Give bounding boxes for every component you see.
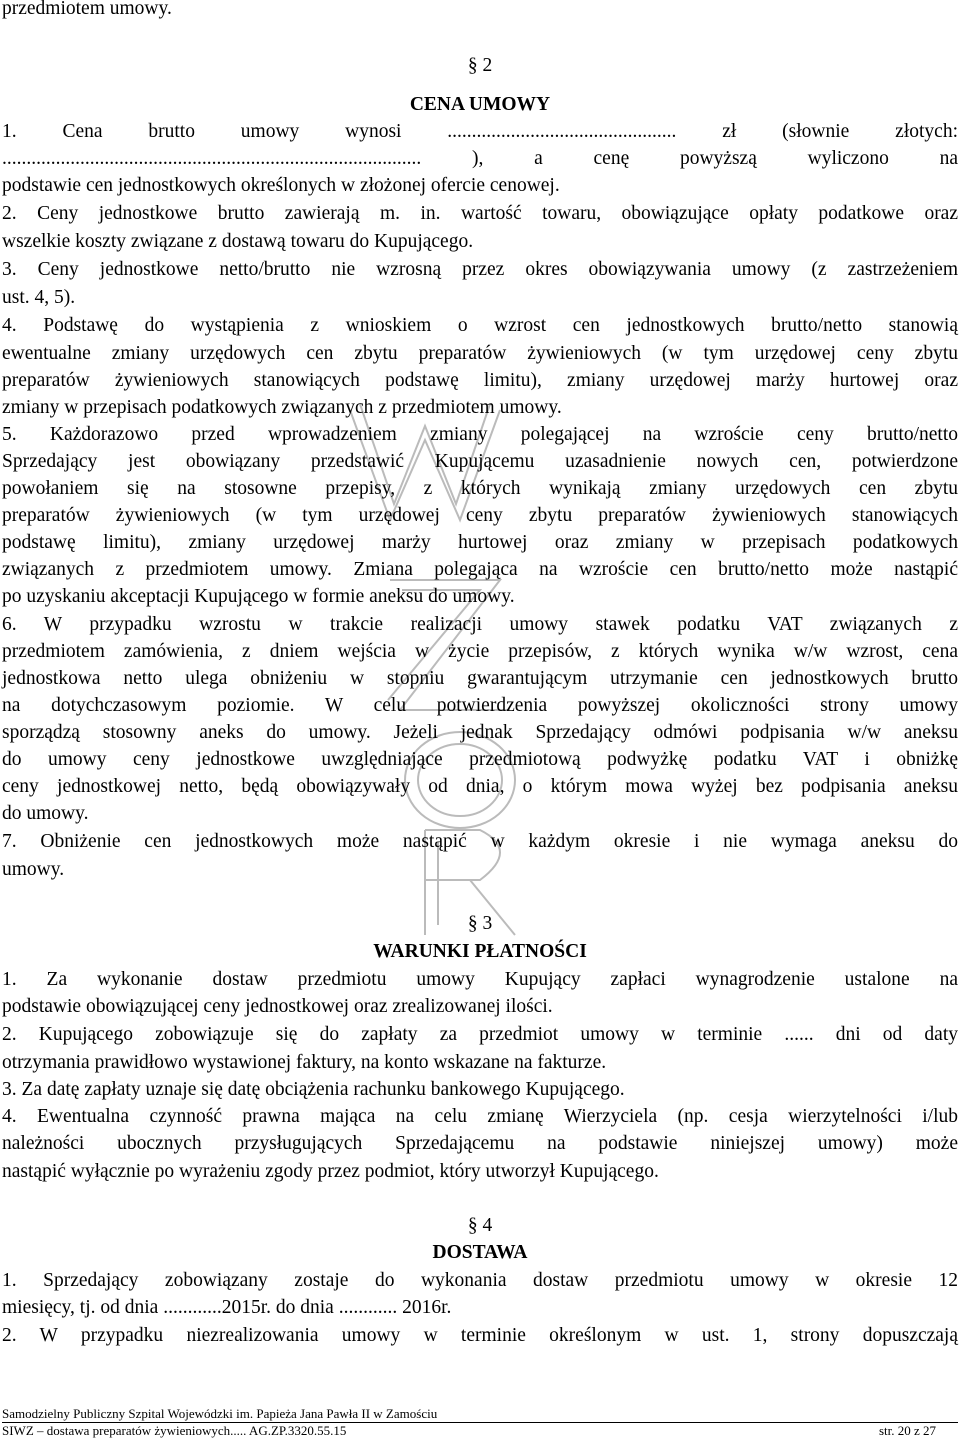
text-line: nastąpić wyłącznie po wyrażeniu zgody przez podmiot, który utworzył Kupującego.: [2, 1161, 659, 1182]
text-line: preparatów żywieniowych (w tym urzędowej ceny zbytu preparatów żywieniowych stanowiących: [2, 505, 958, 526]
text-line: 4. Ewentualna czynność prawna mająca na celu zmianę Wierzyciela (np. cesja wierzytelności i/lub: [2, 1106, 958, 1127]
text-line: 3. Za datę zapłaty uznaje się datę obciążenia rachunku bankowego Kupującego.: [2, 1079, 625, 1100]
text-line: 2. W przypadku niezrealizowania umowy w terminie określonym w ust. 1, strony dopuszczają: [2, 1325, 958, 1346]
footer-document-ref: SIWZ – dostawa preparatów żywieniowych..... AG.ZP.3320.55.15: [2, 1423, 347, 1438]
text-line: do umowy.: [2, 803, 89, 824]
text-line: 4. Podstawę do wystąpienia z wnioskiem o wzrost cen jednostkowych brutto/netto stanowią: [2, 315, 958, 336]
text-line: 1. Za wykonanie dostaw przedmiotu umowy Kupujący zapłaci wynagrodzenie ustalone na: [2, 969, 958, 990]
section-title: CENA UMOWY: [409, 94, 551, 115]
text-line: podstawę limitu), zmiany urzędowej marży hurtowej oraz zmiany w przepisach podatkowych: [2, 532, 958, 553]
text-line: podstawie cen jednostkowych określonych w złożonej ofercie cenowej.: [2, 175, 560, 196]
footer-hospital-name: Samodzielny Publiczny Szpital Wojewódzki im. Papieża Jana Pawła II w Zamościu: [2, 1406, 438, 1421]
text-line: Sprzedający jest obowiązany przedstawić Kupującemu uzasadnienie nowych cen, potwierdzone: [2, 451, 958, 472]
text-line: wszelkie koszty związane z dostawą towaru do Kupującego.: [2, 231, 474, 252]
text-line: ewentualne zmiany urzędowych cen zbytu preparatów żywieniowych (w tym urzędowej ceny zbytu: [2, 343, 958, 364]
text-line: otrzymania prawidłowo wystawionej faktury, na konto wskazane na fakturze.: [2, 1052, 607, 1073]
text-line: miesięcy, tj. od dnia ............2015r. do dnia ............ 2016r.: [2, 1297, 452, 1318]
text-line: przedmiotem zamówienia, z dniem wejścia w życie przepisów, z których wynika w/w wzrost, cena: [2, 641, 958, 662]
text-line: 6. W przypadku wzrostu w trakcie realizacji umowy stawek podatku VAT związanych z: [2, 614, 958, 635]
text-line: na dotychczasowym poziomie. W celu potwierdzenia powyższej okoliczności strony umowy: [2, 695, 958, 716]
section-number: § 3: [467, 913, 493, 934]
text-line: ust. 4, 5).: [2, 287, 76, 308]
text-line: ...................................................................................... ), a cenę powyższą wyliczono na: [2, 148, 958, 169]
text-line: 3. Ceny jednostkowe netto/brutto nie wzrosną przez okres obowiązywania umowy (z zastrzeżeniem: [2, 259, 958, 280]
text-line: 5. Każdorazowo przed wprowadzeniem zmiany polegającej na wzroście ceny brutto/netto: [2, 424, 958, 445]
text-line: zmiany w przepisach podatkowych związanych z przedmiotem umowy.: [2, 397, 562, 418]
section-title: DOSTAWA: [432, 1242, 528, 1263]
footer-page-number: str. 20 z 27: [878, 1423, 936, 1438]
text-line: związanych z przedmiotem umowy. Zmiana polegająca na wzroście cen brutto/netto może nastąpić: [2, 559, 958, 580]
text-line: 1. Sprzedający zobowiązany zostaje do wykonania dostaw przedmiotu umowy w okresie 12: [2, 1270, 958, 1291]
section-title: WARUNKI PŁATNOŚCI: [373, 941, 587, 962]
text-line: należności ubocznych przysługujących Sprzedającemu na podstawie niniejszej umowy) może: [2, 1133, 958, 1154]
text-line: do umowy ceny jednostkowe uwzględniające przedmiotową podwyżkę podatku VAT i obniżkę: [2, 749, 958, 770]
text-line: jednostkowa netto ulega obniżeniu w stopniu gwarantującym utrzymanie cen jednostkowych brutto: [2, 668, 958, 689]
text-line: umowy.: [2, 859, 65, 880]
text-line: 7. Obniżenie cen jednostkowych może nastąpić w każdym okresie i nie wymaga aneksu do: [2, 831, 958, 852]
text-line: przedmiotem umowy.: [2, 0, 172, 19]
text-line: 1. Cena brutto umowy wynosi ............................................... zł (słownie złotych:: [2, 121, 958, 142]
text-line: ceny jednostkowej netto, będą obowiązywały od dnia, o którym mowa wyżej bez podpisania aneksu: [2, 776, 958, 797]
text-line: 2. Ceny jednostkowe brutto zawierają m. in. wartość towaru, obowiązujące opłaty podatkowe oraz: [2, 203, 958, 224]
text-line: po uzyskaniu akceptacji Kupującego w formie aneksu do umowy.: [2, 586, 515, 607]
text-line: preparatów żywieniowych stanowiących podstawę limitu), zmiany urzędowej marży hurtowej oraz: [2, 370, 958, 391]
text-line: sporządzą stosowny aneks do umowy. Jeżeli jednak Sprzedający odmówi podpisania w/w aneksu: [2, 722, 958, 743]
text-line: podstawie obowiązującej ceny jednostkowej oraz zrealizowanej ilości.: [2, 996, 553, 1017]
text-line: 2. Kupującego zobowiązuje się do zapłaty za przedmiot umowy w terminie ...... dni od daty: [2, 1024, 958, 1045]
section-number: § 2: [467, 55, 493, 76]
text-line: powołaniem się na stosowne przepisy, z których wynikają zmiany urzędowych cen zbytu: [2, 478, 958, 499]
section-number: § 4: [467, 1215, 493, 1236]
